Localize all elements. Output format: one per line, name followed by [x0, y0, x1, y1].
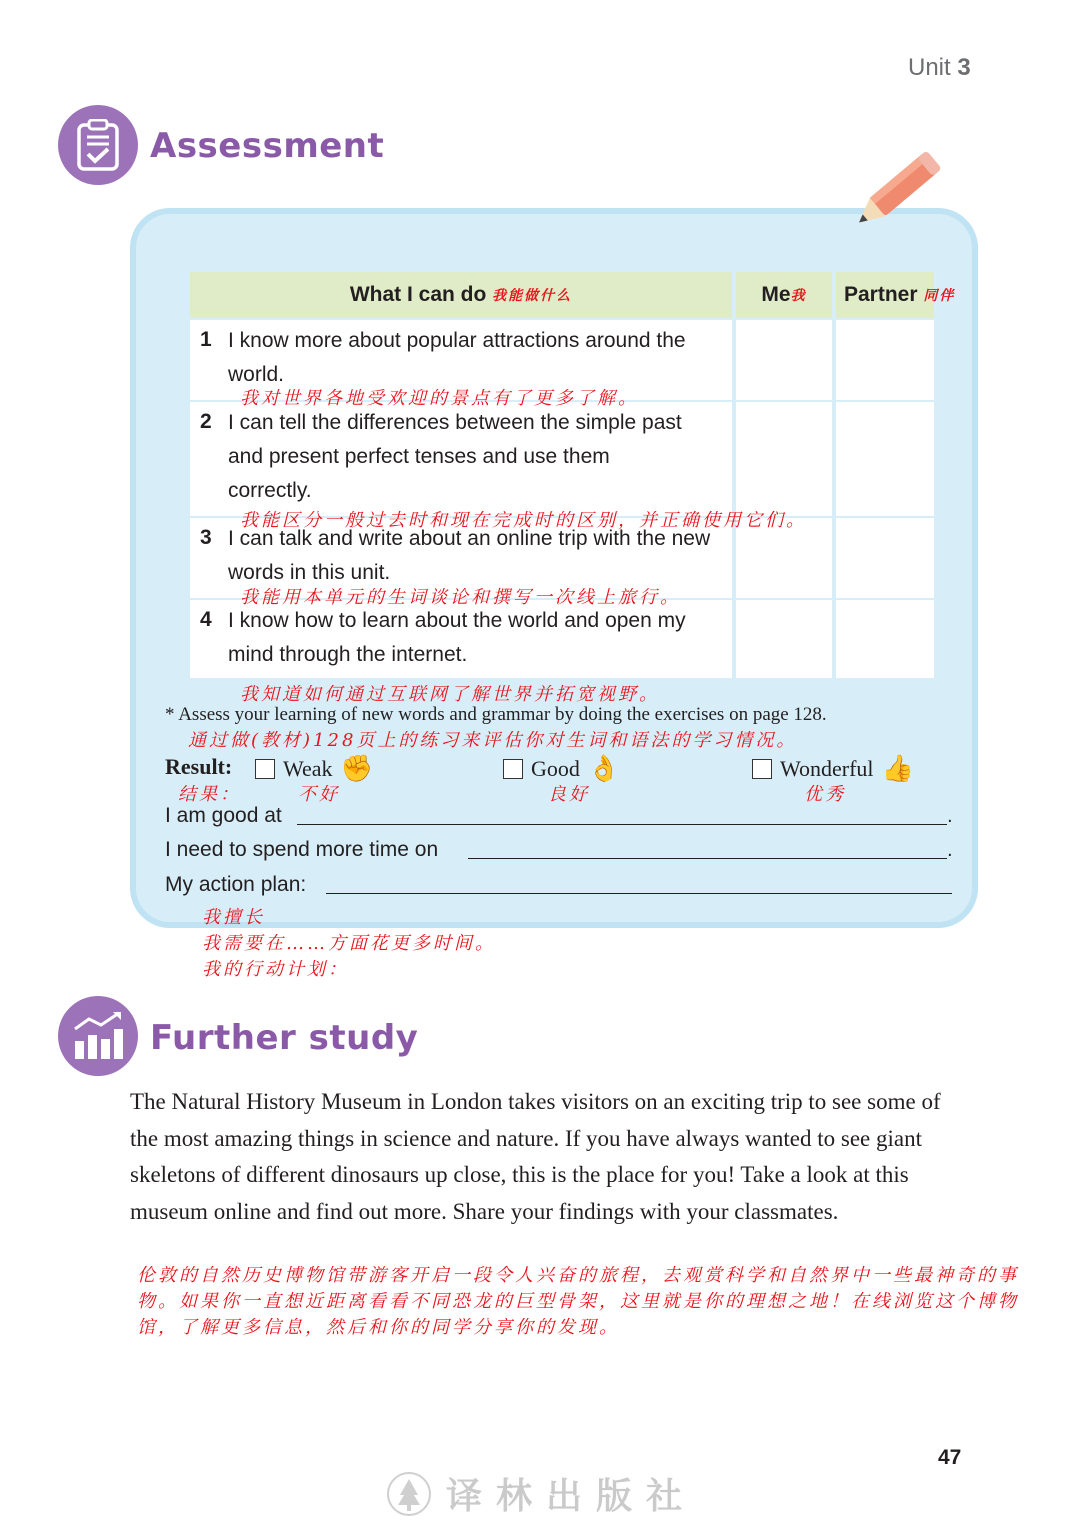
row-translation: 我对世界各地受欢迎的景点有了更多了解。	[240, 388, 639, 409]
good-translation: 良好	[548, 784, 590, 805]
publisher-name: 译林出版社	[446, 1475, 697, 1517]
more-time-answer-line[interactable]	[468, 834, 947, 859]
row-text: I know more about popular attractions around the world.	[228, 329, 686, 386]
header-partner	[836, 272, 956, 318]
unit-number: 3	[957, 54, 971, 81]
row-text: I can tell the differences between the simple past and present perfect tenses and use them correctly.	[228, 411, 682, 502]
further-study-translation: 伦敦的自然历史博物馆带游客开启一段令人兴奋的旅程，去观赏科学和自然界中一些最神奇的事物。如果你一直想近距离看看不同恐龙的巨型骨架，这里就是你的理想之地！在线浏览这个博物馆，了解更多信息，然后和你的同学分享你的发现。	[137, 1265, 1019, 1338]
unit-prefix: Unit	[908, 54, 951, 81]
partner-cell[interactable]	[836, 518, 934, 598]
action-plan-translation: 我的行动计划：	[202, 959, 349, 980]
partner-cell[interactable]	[836, 402, 934, 516]
wonderful-checkbox[interactable]	[752, 759, 772, 779]
row-text: I can talk and write about an online trip with the new words in this unit.	[228, 527, 711, 584]
header-me-text: Me	[761, 283, 791, 306]
wonderful-translation: 优秀	[804, 784, 846, 805]
more-time-translation: 我需要在……方面花更多时间。	[202, 933, 496, 954]
more-time-label: I need to spend more time on	[165, 838, 439, 861]
good-at-answer-line[interactable]	[297, 800, 947, 825]
further-study-paragraph: The Natural History Museum in London takes visitors on an exciting trip to see some of the most amazing things in science and nature. If you have always wanted to see giant skeletons of different dinosaurs up close, this is the place for you! Take a look at this museum online and find out more. Share your findings with your classmates.	[130, 1089, 941, 1224]
assessment-note: * Assess your learning of new words and grammar by doing the exercises on page 128.	[165, 704, 827, 725]
partner-cell[interactable]	[836, 320, 934, 400]
fist-icon: ✊	[340, 754, 373, 783]
period: .	[947, 806, 953, 827]
me-cell[interactable]	[736, 320, 832, 400]
header-what-cn: 我能做什么	[492, 288, 573, 304]
assessment-note-translation: 通过做(教材)128页上的练习来评估你对生词和语法的学习情况。	[188, 730, 798, 751]
unit-label	[908, 54, 971, 82]
row-number: 3	[200, 526, 212, 549]
publisher-logo-icon	[386, 1471, 432, 1517]
result-label: Result:	[165, 754, 233, 779]
chart-icon	[58, 996, 138, 1076]
row-number: 2	[200, 410, 212, 433]
wonderful-label: Wonderful	[780, 756, 874, 781]
me-cell[interactable]	[736, 600, 832, 678]
thumbs-up-icon: 👍	[881, 754, 914, 783]
assessment-title: Assessment	[150, 126, 385, 166]
header-partner-text: Partner	[844, 283, 918, 306]
row-number: 4	[200, 608, 212, 631]
good-label: Good	[531, 756, 580, 781]
header-what-i-can-do	[190, 272, 732, 318]
partner-cell[interactable]	[836, 600, 934, 678]
page-number: 47	[938, 1446, 962, 1469]
header-me	[736, 272, 832, 318]
row-translation: 我能区分一般过去时和现在完成时的区别，并正确使用它们。	[240, 510, 807, 531]
weak-checkbox[interactable]	[255, 759, 275, 779]
ok-hand-icon: 👌	[587, 754, 621, 783]
row-translation: 我知道如何通过互联网了解世界并拓宽视野。	[240, 684, 660, 705]
row-translation: 我能用本单元的生词谈论和撰写一次线上旅行。	[240, 587, 681, 608]
row-number: 1	[200, 328, 212, 351]
pencil-icon	[850, 146, 960, 260]
period: .	[947, 840, 953, 861]
me-cell[interactable]	[736, 402, 832, 516]
further-study-title: Further study	[150, 1018, 419, 1058]
good-at-translation: 我擅长	[202, 907, 265, 928]
header-me-cn: 我	[790, 288, 807, 304]
good-checkbox[interactable]	[503, 759, 523, 779]
action-plan-answer-line[interactable]	[326, 869, 952, 894]
good-at-label: I am good at	[165, 804, 282, 827]
action-plan-label: My action plan:	[165, 873, 307, 896]
row-text: I know how to learn about the world and open my mind through the internet.	[228, 609, 686, 666]
header-what-text: What I can do	[349, 283, 487, 306]
clipboard-icon	[58, 105, 138, 185]
publisher-watermark	[386, 1468, 696, 1519]
result-label-translation: 结果：	[178, 784, 241, 805]
weak-translation: 不好	[298, 784, 340, 805]
header-partner-cn: 同伴	[923, 288, 956, 304]
weak-label: Weak	[283, 756, 333, 781]
